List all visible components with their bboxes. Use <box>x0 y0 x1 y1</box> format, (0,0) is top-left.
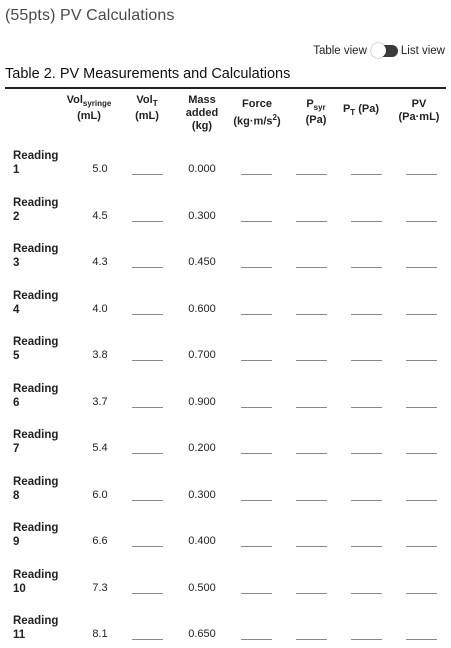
header-p-t-unit: (Pa) <box>358 103 380 115</box>
p-syr-input[interactable] <box>296 639 327 640</box>
p-syr-input[interactable] <box>296 174 327 175</box>
table-caption: Table 2. PV Measurements and Calculations <box>5 66 291 82</box>
p-syr-input[interactable] <box>296 314 327 315</box>
table-row <box>0 475 451 515</box>
header-vol-syringe-main: Vol <box>66 94 83 106</box>
header-p-syr-unit: (Pa) <box>305 114 327 127</box>
row-label <box>13 475 73 503</box>
vol-syringe-value: 7.3 <box>92 581 108 594</box>
pv-input[interactable] <box>406 267 437 268</box>
table-top-rule <box>5 87 446 89</box>
p-t-input[interactable] <box>351 546 382 547</box>
pv-input[interactable] <box>406 360 437 361</box>
header-p-t <box>336 103 386 119</box>
row-label <box>13 521 73 549</box>
force-input[interactable] <box>241 407 272 408</box>
mass-added-value: 0.650 <box>188 628 216 640</box>
vol-t-input[interactable] <box>132 314 163 315</box>
row-label <box>13 568 73 596</box>
row-label-number: 1 <box>13 164 20 176</box>
vol-t-input[interactable] <box>132 221 163 222</box>
p-t-input[interactable] <box>351 407 382 408</box>
vol-t-input[interactable] <box>132 267 163 268</box>
p-t-input[interactable] <box>351 453 382 454</box>
header-pv-line1: PV <box>411 98 427 110</box>
force-input[interactable] <box>241 639 272 640</box>
force-input[interactable] <box>241 453 272 454</box>
table-row <box>0 568 451 608</box>
p-t-input[interactable] <box>351 221 382 222</box>
p-syr-input[interactable] <box>296 407 327 408</box>
table-row <box>0 289 451 329</box>
pv-input[interactable] <box>406 500 437 501</box>
pv-input[interactable] <box>406 407 437 408</box>
mass-added-value: 0.300 <box>188 488 216 501</box>
force-input[interactable] <box>241 546 272 547</box>
p-t-input[interactable] <box>351 174 382 175</box>
header-vol-t-unit: (mL) <box>135 110 159 123</box>
header-mass-line2: added <box>185 107 219 119</box>
row-label-prefix: Reading <box>13 382 59 395</box>
header-vol-syringe <box>56 94 122 123</box>
vol-syringe-value: 6.0 <box>92 488 108 501</box>
header-vol-syringe-sub: syringe <box>82 99 112 109</box>
page-title: (55pts) PV Calculations <box>5 7 175 24</box>
vol-syringe-value: 3.8 <box>92 349 108 361</box>
header-force <box>222 98 292 129</box>
pv-input[interactable] <box>406 639 437 640</box>
p-syr-input[interactable] <box>296 360 327 361</box>
header-force-unit-close: ) <box>276 115 281 128</box>
p-t-input[interactable] <box>351 639 382 640</box>
vol-syringe-value: 4.0 <box>92 302 108 315</box>
p-t-input[interactable] <box>351 500 382 501</box>
p-syr-input[interactable] <box>296 593 327 594</box>
pv-input[interactable] <box>406 546 437 547</box>
mass-added-value: 0.600 <box>188 302 216 315</box>
row-label-number: 11 <box>13 629 26 641</box>
row-label-prefix: Reading <box>13 336 59 348</box>
header-mass-added <box>177 94 227 133</box>
row-label-prefix: Reading <box>13 196 59 209</box>
row-label-number: 10 <box>13 582 26 595</box>
p-t-input[interactable] <box>351 314 382 315</box>
mass-added-value: 0.300 <box>188 209 216 222</box>
header-p-syr <box>296 98 336 127</box>
row-label-prefix: Reading <box>13 429 59 441</box>
row-label-prefix: Reading <box>13 243 59 255</box>
row-label <box>13 196 73 224</box>
row-label-prefix: Reading <box>13 568 59 581</box>
p-syr-input[interactable] <box>296 221 327 222</box>
vol-syringe-value: 8.1 <box>92 628 108 640</box>
pv-input[interactable] <box>406 453 437 454</box>
pv-input[interactable] <box>406 314 437 315</box>
vol-syringe-value: 4.5 <box>92 209 108 222</box>
force-input[interactable] <box>241 593 272 594</box>
row-label-prefix: Reading <box>13 150 59 162</box>
vol-t-input[interactable] <box>132 453 163 454</box>
table-row <box>0 614 451 648</box>
view-toggle-group <box>313 45 445 57</box>
p-t-input[interactable] <box>351 593 382 594</box>
row-label <box>13 149 73 177</box>
p-syr-input[interactable] <box>296 267 327 268</box>
row-label-prefix: Reading <box>13 475 59 488</box>
p-syr-input[interactable] <box>296 500 327 501</box>
header-p-t-sub: T <box>350 108 356 118</box>
table-row <box>0 196 451 236</box>
header-p-syr-sub: syr <box>313 103 326 113</box>
vol-t-input[interactable] <box>132 639 163 640</box>
vol-syringe-value: 4.3 <box>92 256 108 268</box>
table-row <box>0 521 451 561</box>
row-label <box>13 335 73 363</box>
mass-added-value: 0.900 <box>188 395 216 408</box>
row-label-number: 2 <box>13 210 20 223</box>
row-label <box>13 289 73 317</box>
header-force-unit: (kg·m/s <box>233 115 273 128</box>
vol-t-input[interactable] <box>132 174 163 175</box>
force-input[interactable] <box>241 314 272 315</box>
toggle-knob <box>371 43 386 58</box>
row-label-prefix: Reading <box>13 289 59 302</box>
pv-input[interactable] <box>406 221 437 222</box>
header-vol-t-main: Vol <box>136 94 153 106</box>
row-label-number: 5 <box>13 350 20 362</box>
header-pv <box>389 98 449 124</box>
row-label <box>13 428 73 456</box>
force-input[interactable] <box>241 500 272 501</box>
header-force-line1: Force <box>242 98 272 110</box>
mass-added-value: 0.500 <box>188 581 216 594</box>
mass-added-value: 0.000 <box>188 163 216 175</box>
row-label-prefix: Reading <box>13 522 59 534</box>
vol-t-input[interactable] <box>132 360 163 361</box>
header-mass-line1: Mass <box>188 94 216 106</box>
p-t-input[interactable] <box>351 360 382 361</box>
table-view-label[interactable]: Table view <box>313 45 367 57</box>
table-row <box>0 382 451 422</box>
vol-syringe-value: 3.7 <box>92 395 108 408</box>
mass-added-value: 0.700 <box>188 349 216 361</box>
row-label-number: 8 <box>13 489 20 502</box>
vol-t-input[interactable] <box>132 546 163 547</box>
table-row <box>0 149 451 189</box>
vol-syringe-value: 6.6 <box>92 535 108 547</box>
row-label-number: 9 <box>13 536 20 548</box>
force-input[interactable] <box>241 221 272 222</box>
p-syr-input[interactable] <box>296 453 327 454</box>
mass-added-value: 0.200 <box>188 442 216 454</box>
header-mass-unit: (kg) <box>191 120 213 132</box>
header-vol-t-sub: T <box>152 99 158 109</box>
table-row <box>0 242 451 282</box>
vol-syringe-value: 5.4 <box>92 442 108 454</box>
row-label-prefix: Reading <box>13 615 59 627</box>
header-p-t-main: P <box>342 103 351 115</box>
mass-added-value: 0.400 <box>188 535 216 547</box>
row-label <box>13 382 73 410</box>
header-pv-unit: (Pa·mL) <box>398 111 440 123</box>
header-vol-syringe-unit: (mL) <box>77 110 101 123</box>
table-row <box>0 335 451 375</box>
row-label-number: 3 <box>13 257 20 269</box>
row-label-number: 7 <box>13 443 20 455</box>
p-syr-input[interactable] <box>296 546 327 547</box>
vol-syringe-value: 5.0 <box>92 163 108 175</box>
header-p-syr-main: P <box>306 98 314 110</box>
vol-t-input[interactable] <box>132 593 163 594</box>
table-row <box>0 428 451 468</box>
force-input[interactable] <box>241 360 272 361</box>
row-label-number: 6 <box>13 396 20 409</box>
row-label <box>13 614 73 642</box>
vol-t-input[interactable] <box>132 500 163 501</box>
mass-added-value: 0.450 <box>188 256 216 268</box>
row-label <box>13 242 73 270</box>
header-force-unit-sup: 2 <box>272 113 277 122</box>
p-t-input[interactable] <box>351 267 382 268</box>
vol-t-input[interactable] <box>132 407 163 408</box>
list-view-label[interactable]: List view <box>400 45 445 57</box>
pv-input[interactable] <box>406 174 437 175</box>
row-label-number: 4 <box>13 303 20 316</box>
view-toggle-switch[interactable] <box>372 45 398 57</box>
force-input[interactable] <box>241 267 272 268</box>
force-input[interactable] <box>241 174 272 175</box>
pv-input[interactable] <box>406 593 437 594</box>
header-vol-t <box>129 94 165 123</box>
